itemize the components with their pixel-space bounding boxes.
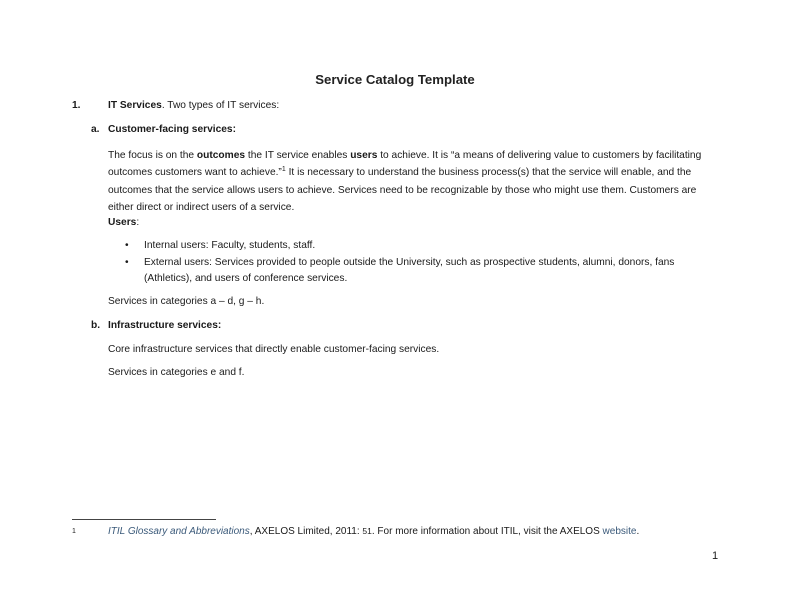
footnote-title: ITIL Glossary and Abbreviations bbox=[108, 526, 250, 537]
users-label bbox=[108, 217, 139, 228]
subsection-a-heading: Customer-facing services: bbox=[108, 124, 236, 135]
footnote-number: 1 bbox=[72, 528, 76, 535]
section-heading bbox=[108, 100, 279, 111]
subsection-b-description: Core infrastructure services that directly enable customer-facing services. bbox=[108, 344, 440, 355]
subsection-b-categories: Services in categories e and f. bbox=[108, 367, 245, 378]
website-link[interactable]: website bbox=[602, 526, 637, 537]
page-number: 1 bbox=[712, 550, 719, 562]
bullet-item-external-cont: (Athletics), and users of conference services. bbox=[144, 273, 348, 284]
subsection-b-letter: b. bbox=[91, 320, 101, 331]
subsection-a-letter: a. bbox=[91, 124, 100, 135]
bullet-icon: • bbox=[125, 257, 129, 268]
paragraph-text: to achieve. It is “a means of delivering value to customers by facilitating outcomes customers want to achieve.” bbox=[108, 150, 702, 179]
footnote-reference[interactable]: 1 bbox=[281, 166, 286, 174]
section-heading-bold: IT Services bbox=[108, 100, 162, 111]
section-number: 1. bbox=[72, 100, 81, 111]
subsection-b-heading: Infrastructure services: bbox=[108, 320, 222, 331]
footnote-mid: , AXELOS Limited, 2011: bbox=[249, 526, 363, 537]
section-heading-suffix: . Two types of IT services: bbox=[161, 100, 280, 111]
bullet-icon: • bbox=[125, 240, 129, 251]
subsection-a-categories: Services in categories a – d, g – h. bbox=[108, 296, 265, 307]
paragraph-text: The focus is on the bbox=[108, 150, 197, 161]
footnote-end: . bbox=[636, 526, 640, 537]
footnote-separator bbox=[72, 519, 216, 520]
footnote-page: 51 bbox=[362, 526, 372, 536]
paragraph-bold-outcomes: outcomes bbox=[196, 150, 246, 161]
page-title: Service Catalog Template bbox=[315, 72, 475, 87]
footnote-after: . For more information about ITIL, visit the AXELOS bbox=[371, 526, 603, 537]
paragraph-bold-users: users bbox=[350, 150, 378, 161]
customer-facing-paragraph bbox=[108, 147, 708, 216]
users-label-bold: Users bbox=[108, 217, 137, 228]
bullet-item-external: External users: Services provided to people outside the University, such as prospective students, alumni, donors, fans bbox=[144, 257, 675, 268]
paragraph-text: the IT service enables bbox=[245, 150, 351, 161]
bullet-item-internal: Internal users: Faculty, students, staff. bbox=[144, 240, 316, 251]
footnote-text bbox=[108, 526, 639, 537]
users-colon: : bbox=[136, 217, 140, 228]
paragraph-text: It is necessary to understand the business process(s) that the service will enable, and the outcomes that the service allows users to achieve. Services need to be recognizable by those who might use them. Customers are either direct or indirect users of a service. bbox=[108, 167, 697, 213]
